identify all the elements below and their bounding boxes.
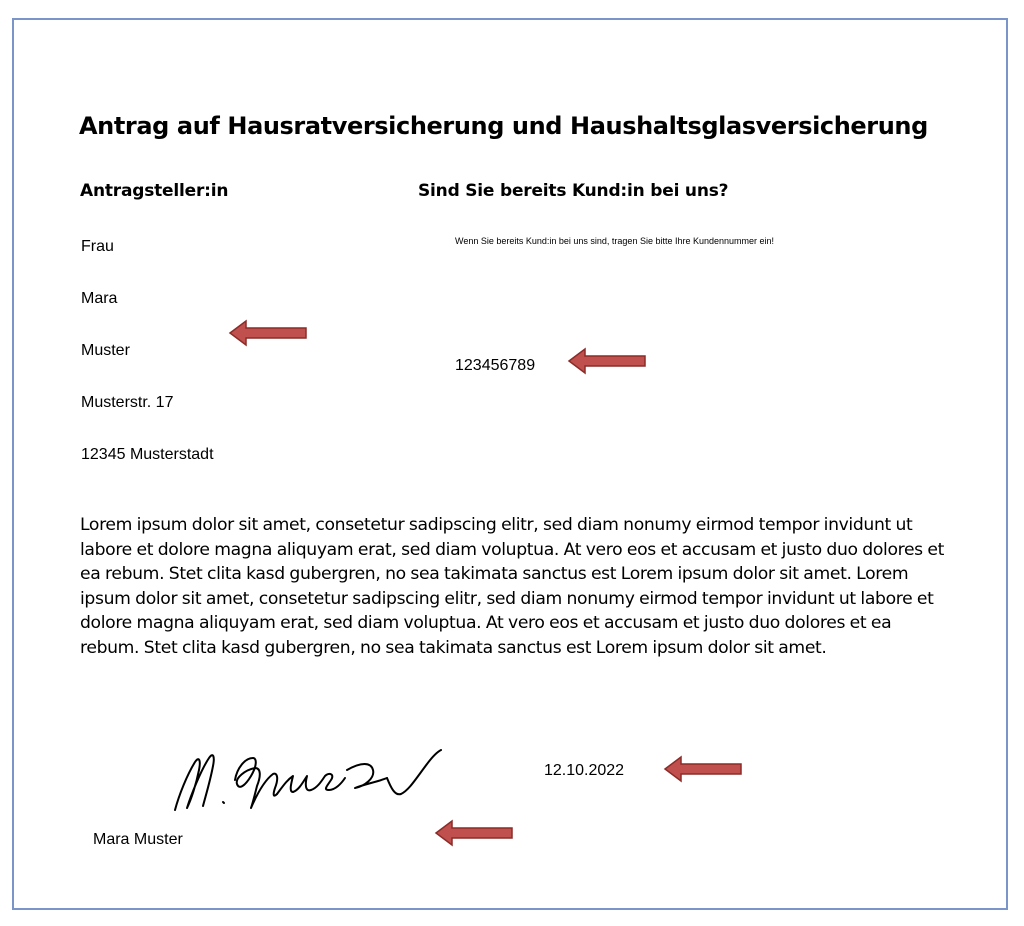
- street-field: Musterstr. 17: [81, 394, 174, 411]
- arrow-left-icon: [228, 319, 308, 347]
- handwritten-signature: [165, 740, 455, 825]
- arrow-left-icon: [567, 347, 647, 375]
- customer-heading: Sind Sie bereits Kund:in bei uns?: [418, 181, 729, 201]
- signer-name: Mara Muster: [93, 831, 183, 848]
- salutation-field: Frau: [81, 238, 114, 255]
- arrow-left-icon: [663, 755, 743, 783]
- document-frame: [12, 18, 1008, 910]
- document-title: Antrag auf Hausratversicherung und Haushaltsglasversicherung: [79, 112, 928, 140]
- arrow-left-icon: [434, 819, 514, 847]
- date-field: 12.10.2022: [544, 762, 625, 779]
- last-name-field: Muster: [81, 342, 130, 359]
- applicant-heading: Antragsteller:in: [80, 181, 229, 201]
- city-field: 12345 Musterstadt: [81, 446, 214, 463]
- body-text: Lorem ipsum dolor sit amet, consetetur sadipscing elitr, sed diam nonumy eirmod tempor invidunt ut labore et dolore magna aliquyam erat, sed diam voluptua. At vero eos et accusam et justo duo dolores et ea rebum. Stet clita kasd gubergren, no sea takimata sanctus est Lorem ipsum dolor sit amet. Lorem ipsum dolor sit amet, consetetur sadipscing elitr, sed diam nonumy eirmod tempor invidunt ut labore et dolore magna aliquyam erat, sed diam voluptua. At vero eos et accusam et justo duo dolores et ea rebum. Stet clita kasd gubergren, no sea takimata sanctus est Lorem ipsum dolor sit amet.: [80, 515, 945, 658]
- first-name-field: Mara: [81, 290, 118, 307]
- customer-number-field: 123456789: [455, 357, 536, 374]
- customer-number-hint: Wenn Sie bereits Kund:in bei uns sind, tragen Sie bitte Ihre Kundennummer ein!: [455, 236, 775, 246]
